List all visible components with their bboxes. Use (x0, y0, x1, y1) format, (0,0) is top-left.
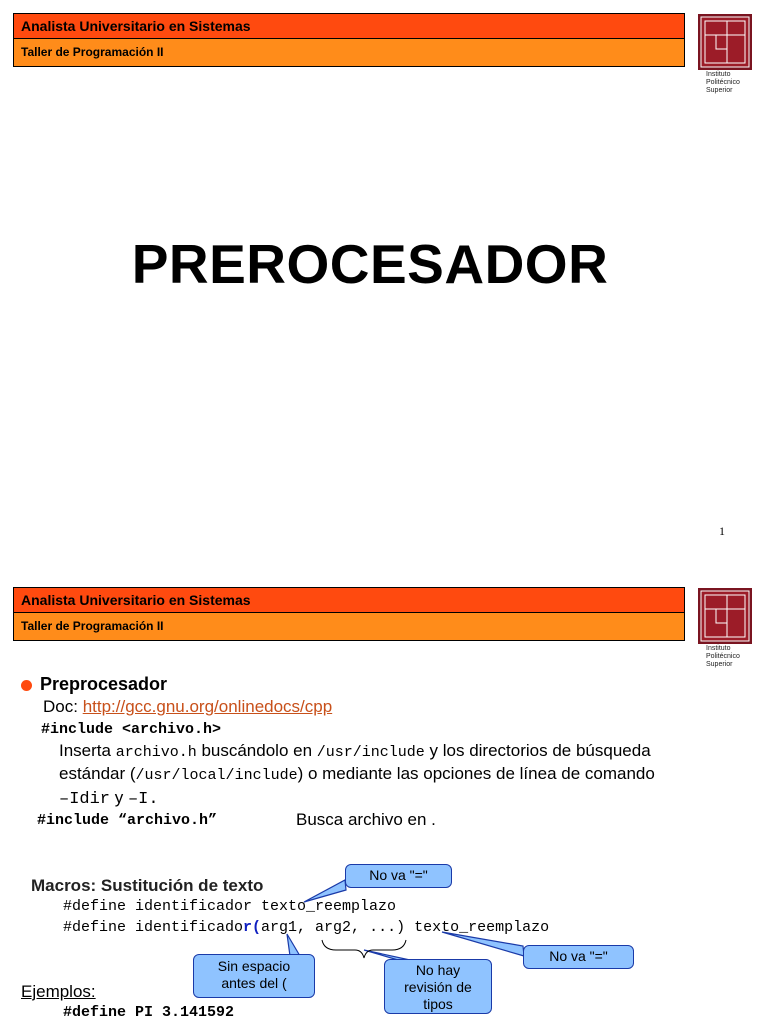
header-subtitle: Taller de Programación II (13, 613, 685, 641)
define-line-1: #define identificador texto_reemplazo (63, 898, 397, 915)
logo-line: Politécnico (706, 653, 740, 660)
logo-line: Instituto (706, 71, 731, 78)
slide-divider (0, 560, 768, 574)
code-text: archivo.h (115, 744, 197, 761)
text: y (110, 788, 128, 807)
callout-no-equals-1: No va "=" (345, 864, 452, 888)
logo-line: Superior (706, 661, 733, 668)
code-highlight: r( (243, 919, 262, 936)
doc-label: Doc: (43, 697, 83, 716)
text: buscándolo en (196, 741, 317, 760)
args-brace-icon (322, 940, 406, 958)
text: ) o mediante las opciones de línea de comando (297, 764, 655, 783)
header-title: Analista Universitario en Sistemas (13, 13, 685, 39)
callout-no-type-check: No hay revisión de tipos (384, 959, 492, 1014)
code-text: –I. (127, 790, 159, 809)
header-subtitle: Taller de Programación II (13, 39, 685, 67)
doc-link[interactable]: http://gcc.gnu.org/onlinedocs/cpp (82, 697, 333, 716)
header-title: Analista Universitario en Sistemas (13, 587, 685, 613)
code-text: –Idir (59, 790, 111, 809)
logo-line: Instituto (706, 645, 731, 652)
code-text: /usr/local/include (135, 767, 298, 784)
callout-pointers (0, 574, 768, 1024)
code-text: /usr/include (316, 744, 425, 761)
text: Inserta (59, 741, 116, 760)
callout-no-equals-2: No va "=" (523, 945, 634, 969)
code-text: arg1, arg2, ...) texto_reemplazo (261, 919, 550, 936)
callout-tail-3 (287, 934, 300, 956)
institute-logo-icon (698, 14, 752, 70)
text: y los directorios de búsqueda (424, 741, 651, 760)
page-number: 1 (719, 524, 725, 538)
include-directive-1: #include <archivo.h> (41, 721, 222, 738)
logo-line: Superior (706, 87, 733, 94)
callout-no-space: Sin espacio antes del ( (193, 954, 315, 998)
slide-title: PREROCESADOR (131, 233, 609, 295)
include-directive-2: #include “archivo.h” (37, 812, 218, 829)
examples-heading: Ejemplos: (21, 982, 96, 1001)
callout-tail-1 (304, 880, 346, 902)
example-define: #define PI 3.141592 (63, 1004, 235, 1021)
section-heading: Preprocesador (40, 674, 168, 694)
code-text: #define identificado (63, 919, 244, 936)
macros-heading: Macros: Sustitución de texto (31, 876, 264, 895)
callout-tail-2 (442, 932, 524, 956)
include-description: Busca archivo en . (296, 810, 436, 829)
logo-caption (706, 71, 740, 95)
logo-line: Politécnico (706, 79, 740, 86)
text: estándar ( (59, 764, 136, 783)
slide-2 (0, 574, 768, 1024)
